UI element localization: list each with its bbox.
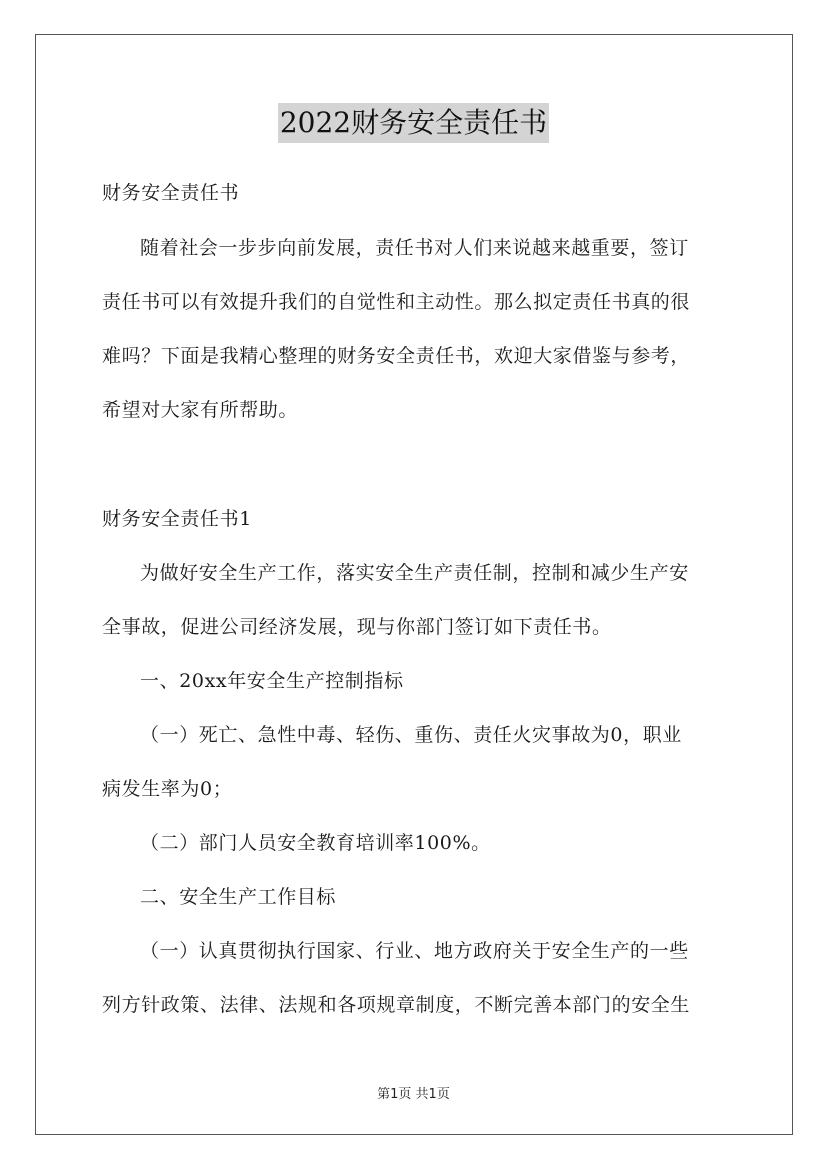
- section-heading: 一、20xx年安全生产控制指标: [140, 670, 404, 692]
- heading-1: 财务安全责任书: [102, 182, 240, 204]
- intro-line: 随着社会一步步向前发展，责任书对人们来说越来越重要，签订: [140, 237, 689, 259]
- heading-2: 财务安全责任书1: [102, 508, 252, 530]
- body-line: （二）部门人员安全教育培训率100%。: [140, 832, 491, 854]
- document-title: 2022财务安全责任书: [278, 103, 549, 143]
- body-line: 病发生率为0；: [102, 778, 233, 800]
- body-line: （一）死亡、急性中毒、轻伤、重伤、责任火灾事故为0，职业: [140, 724, 682, 746]
- title-container: [0, 103, 827, 143]
- section-heading: 二、安全生产工作目标: [140, 886, 337, 908]
- body-line: （一）认真贯彻执行国家、行业、地方政府关于安全生产的一些: [140, 940, 689, 962]
- intro-line: 责任书可以有效提升我们的自觉性和主动性。那么拟定责任书真的很: [102, 291, 691, 313]
- intro-line: 希望对大家有所帮助。: [102, 399, 299, 421]
- body-line: 为做好安全生产工作，落实安全生产责任制，控制和减少生产安: [140, 562, 689, 584]
- page-footer: 第1页 共1页: [377, 1087, 450, 1102]
- body-line: 全事故，促进公司经济发展，现与你部门签订如下责任书。: [102, 616, 612, 638]
- body-line: 列方针政策、法律、法规和各项规章制度，不断完善本部门的安全生: [102, 994, 691, 1016]
- intro-line: 难吗？下面是我精心整理的财务安全责任书，欢迎大家借鉴与参考，: [102, 345, 691, 367]
